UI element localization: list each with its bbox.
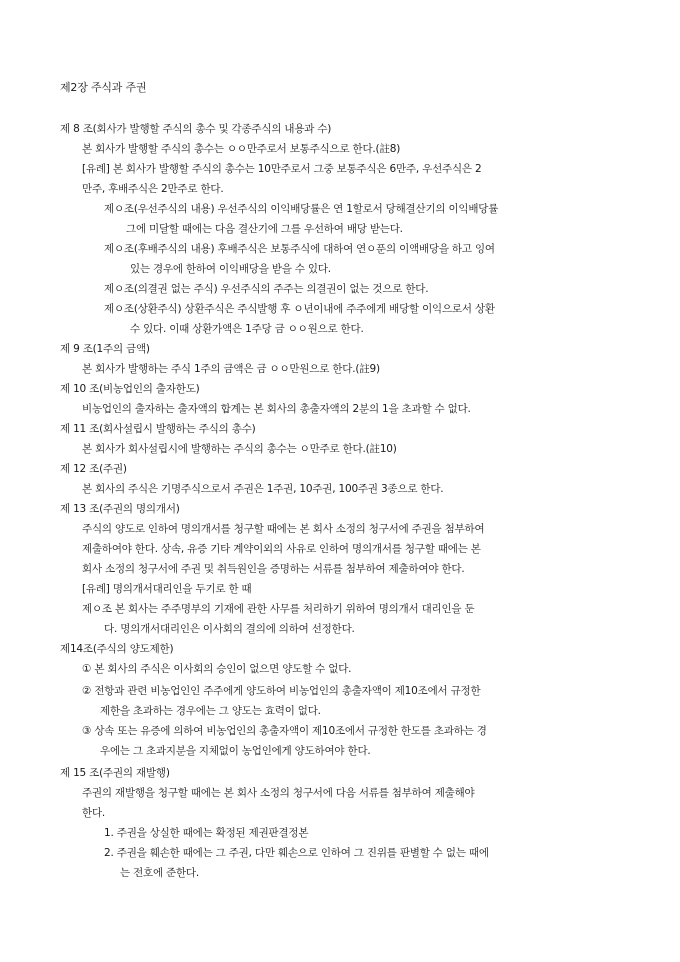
article-10-heading: 제 10 조(비농업인의 출자한도) xyxy=(60,383,200,395)
article-8-sub-3: 제ㅇ조(의결권 없는 주식) 우선주식의 주주는 의결권이 없는 것으로 한다. xyxy=(104,283,429,295)
article-8-sub-1-line-1: 제ㅇ조(우선주식의 내용) 우선주식의 이익배당률은 연 1할로서 당해결산기의 이익배당률 xyxy=(104,203,499,215)
article-8-sub-1-line-2: 그에 미달할 때에는 다음 결산기에 그를 우선하여 배당 받는다. xyxy=(126,223,403,235)
article-14-item-3-line-2: 우에는 그 초과지분을 지체없이 농업인에게 양도하여야 한다. xyxy=(100,745,371,757)
article-12-body: 본 회사의 주식은 기명주식으로서 주권은 1주권, 10주권, 100주권 3종으로 한다. xyxy=(82,483,444,495)
article-10-body: 비농업인의 출자하는 출자액의 합계는 본 회사의 총출자액의 2분의 1을 초과할 수 없다. xyxy=(82,403,471,415)
article-9-body: 본 회사가 발행하는 주식 1주의 금액은 금 ㅇㅇ만원으로 한다.(註9) xyxy=(82,363,380,375)
article-12-heading: 제 12 조(주권) xyxy=(60,463,127,475)
article-9-heading: 제 9 조(1주의 금액) xyxy=(60,343,150,355)
article-13-body-line-2: 제출하여야 한다. 상속, 유증 기타 계약이외의 사유로 인하여 명의개서를 청구할 때에는 본 xyxy=(82,543,481,555)
article-13-body-line-1: 주식의 양도로 인하여 명의개서를 청구할 때에는 본 회사 소정의 청구서에 주권을 첨부하여 xyxy=(82,523,485,535)
article-13-example-line-1: 제ㅇ조 본 회사는 주주명부의 기재에 관한 사무를 처리하기 위하여 명의개서 대리인을 둔 xyxy=(82,603,475,615)
article-8-example-line-1: [유례] 본 회사가 발행할 주식의 총수는 10만주로서 그중 보통주식은 6만주, 우선주식은 2 xyxy=(82,163,482,175)
article-15-list-item-2-line-1: 2. 주권을 훼손한 때에는 그 주권, 다만 훼손으로 인하여 그 진위를 판별할 수 없는 때에 xyxy=(104,847,489,859)
article-11-body: 본 회사가 회사설립시에 발행하는 주식의 총수는 ㅇ만주로 한다.(註10) xyxy=(82,443,397,455)
article-15-list-item-1: 1. 주권을 상실한 때에는 확정된 제권판결정본 xyxy=(104,827,309,839)
article-8-heading: 제 8 조(회사가 발행할 주식의 총수 및 각종주식의 내용과 수) xyxy=(60,123,332,135)
article-14-item-1: ① 본 회사의 주식은 이사회의 승인이 없으면 양도할 수 없다. xyxy=(82,663,352,675)
article-8-sub-4-line-1: 제ㅇ조(상환주식) 상환주식은 주식발행 후 ㅇ년이내에 주주에게 배당할 이익으로서 상환 xyxy=(104,303,495,315)
article-15-body-line-2: 한다. xyxy=(82,807,106,819)
article-13-heading: 제 13 조(주권의 명의개서) xyxy=(60,503,180,515)
chapter-title: 제2장 주식과 주권 xyxy=(60,81,147,94)
article-8-sub-2-line-2: 있는 경우에 한하여 이익배당을 받을 수 있다. xyxy=(130,263,331,275)
article-14-item-3-line-1: ③ 상속 또는 유증에 의하여 비농업인의 총출자액이 제10조에서 규정한 한도를 초과하는 경 xyxy=(82,725,487,737)
article-8-sub-2-line-1: 제ㅇ조(후배주식의 내용) 후배주식은 보통주식에 대하여 연ㅇ푼의 이액배당을 하고 잉여 xyxy=(104,243,495,255)
article-8-example-line-2: 만주, 후배주식은 2만주로 한다. xyxy=(82,183,224,195)
article-14-item-2-line-1: ② 전항과 관련 비농업인인 주주에게 양도하여 비농업인의 총출자액이 제10조에서 규정한 xyxy=(82,685,481,697)
article-11-heading: 제 11 조(회사설립시 발행하는 주식의 총수) xyxy=(60,423,256,435)
article-8-sub-4-line-2: 수 있다. 이때 상환가액은 1주당 금 ㅇㅇ원으로 한다. xyxy=(130,323,364,335)
article-13-body-line-3: 회사 소정의 청구서에 주권 및 취득원인을 증명하는 서류를 첨부하여 제출하여야 한다. xyxy=(82,563,465,575)
article-15-body-line-1: 주권의 재발행을 청구할 때에는 본 회사 소정의 청구서에 다음 서류를 첨부하여 제출해야 xyxy=(82,787,475,799)
article-15-heading: 제 15 조(주권의 재발행) xyxy=(60,767,170,779)
article-13-example-line-2: 다. 명의개서대리인은 이사회의 결의에 의하여 선정한다. xyxy=(104,623,355,635)
article-13-example: [유례] 명의개서대리인을 두기로 한 때 xyxy=(82,583,252,595)
article-14-item-2-line-2: 제한을 초과하는 경우에는 그 양도는 효력이 없다. xyxy=(100,705,321,717)
article-14-heading: 제14조(주식의 양도제한) xyxy=(60,643,174,655)
article-8-body: 본 회사가 발행할 주식의 총수는 ㅇㅇ만주로서 보통주식으로 한다.(註8) xyxy=(82,143,401,155)
article-15-list-item-2-line-2: 는 전호에 준한다. xyxy=(120,867,200,879)
